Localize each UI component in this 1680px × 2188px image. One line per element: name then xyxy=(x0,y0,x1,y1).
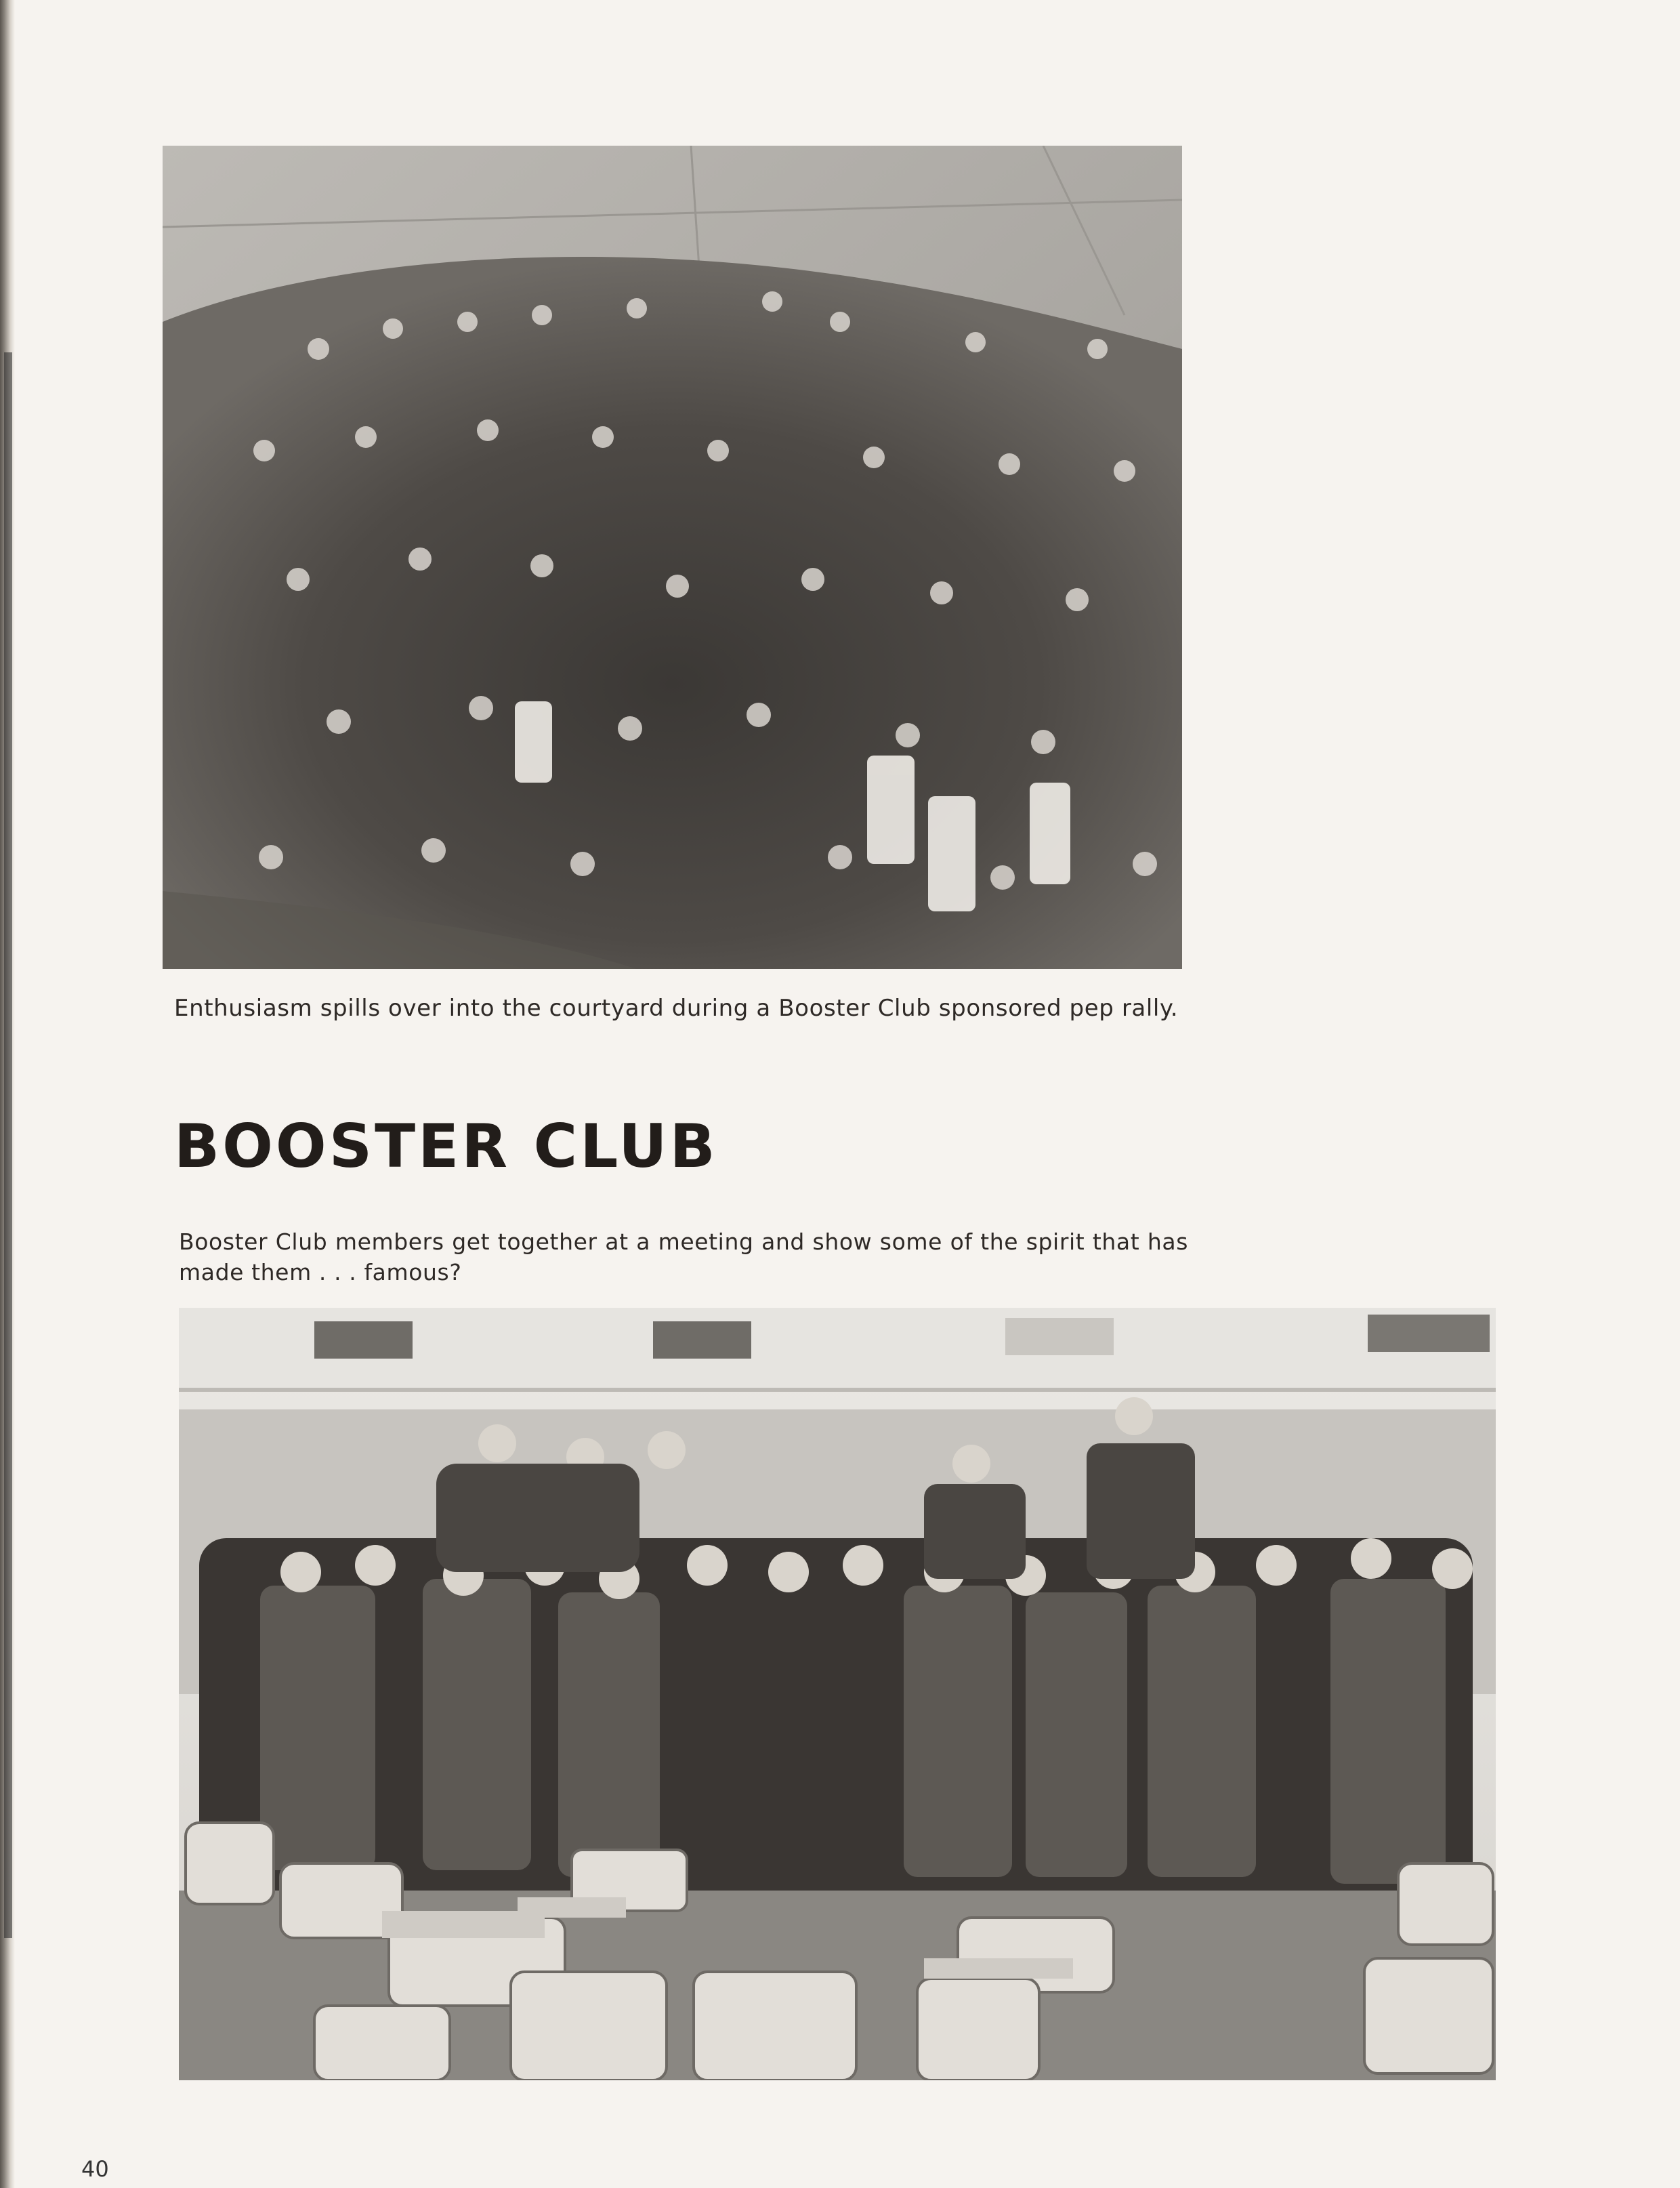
top-photo-caption: Enthusiasm spills over into the courtyard during a Booster Club sponsored pep rally. xyxy=(174,995,1179,1022)
section-heading: BOOSTER CLUB xyxy=(174,1111,718,1181)
page-binding-shadow xyxy=(4,352,12,1938)
booster-club-group-photo xyxy=(179,1308,1496,2080)
page-number: 40 xyxy=(81,2156,109,2182)
section-description: Booster Club members get together at a meeting and show some of the spirit that has made them . . . famous? xyxy=(179,1229,1188,1285)
courtyard-pep-rally-photo xyxy=(163,146,1182,969)
